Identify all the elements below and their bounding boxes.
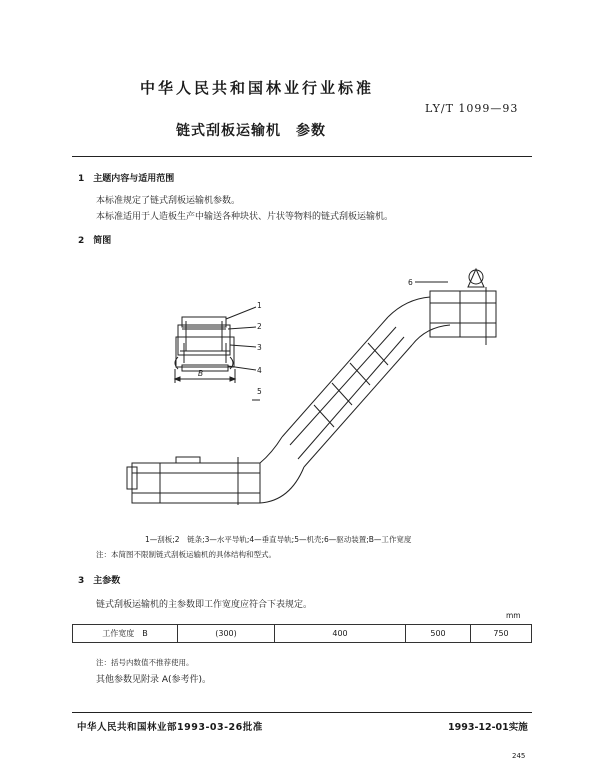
callout-5: 5: [257, 387, 262, 396]
parameter-table: [72, 624, 532, 643]
table-row: [73, 625, 532, 643]
document-title: 链式刮板运输机 参数: [176, 123, 326, 139]
page-number: 245: [512, 752, 526, 760]
section-3-intro: 链式刮板运输机的主参数即工作宽度应符合下表规定。: [96, 600, 313, 610]
section-1-heading: 1 主题内容与适用范围: [78, 174, 175, 184]
effective-date: 1993-12-01实施: [448, 722, 528, 733]
header-rule: [72, 156, 532, 157]
issuing-organization: 中华人民共和国林业行业标准: [140, 79, 375, 97]
section-2-heading: 2 简图: [78, 236, 112, 246]
callout-1: 1: [257, 301, 262, 310]
other-parameters-reference: 其他参数见附录 A(参考件)。: [96, 675, 212, 685]
table-unit: mm: [506, 611, 521, 620]
value-cell: 400: [275, 625, 406, 643]
inclined-section: [282, 317, 412, 467]
lower-horizontal-section: [127, 457, 260, 505]
approval-line: 中华人民共和国林业部1993-03-26批准: [77, 722, 263, 733]
section-1-paragraph-1: 本标准规定了链式刮板运输机参数。: [96, 196, 241, 206]
callout-4: 4: [257, 366, 262, 375]
standard-number: LY/T 1099—93: [425, 102, 519, 115]
section-1-paragraph-2: 本标准适用于人造板生产中输送各种块状、片状等物料的链式刮板运输机。: [96, 212, 394, 222]
callout-3: 3: [257, 343, 262, 352]
footer-rule: [72, 712, 532, 713]
cross-section-view: [175, 317, 235, 383]
figure-caption: 1—刮板;2 链条;3—水平导轨;4—垂直导轨;5—机壳;6—驱动装置;B—工作宽度: [145, 535, 412, 544]
callout-2: 2: [257, 322, 262, 331]
head-drive-section: [430, 269, 496, 345]
figure-note: 注：本简图不限制链式刮板运输机的具体结构和型式。: [96, 550, 276, 559]
section-3-heading: 3 主参数: [78, 576, 121, 586]
width-dimension-label: B: [198, 369, 204, 378]
value-cell: 500: [406, 625, 471, 643]
table-note: 注：括号内数值不推荐使用。: [96, 658, 194, 667]
value-cell: (300): [178, 625, 275, 643]
conveyor-diagram: [120, 265, 520, 530]
value-cell: 750: [471, 625, 532, 643]
row-label: 工作宽度 B: [73, 625, 178, 643]
callout-6: 6: [408, 278, 413, 287]
